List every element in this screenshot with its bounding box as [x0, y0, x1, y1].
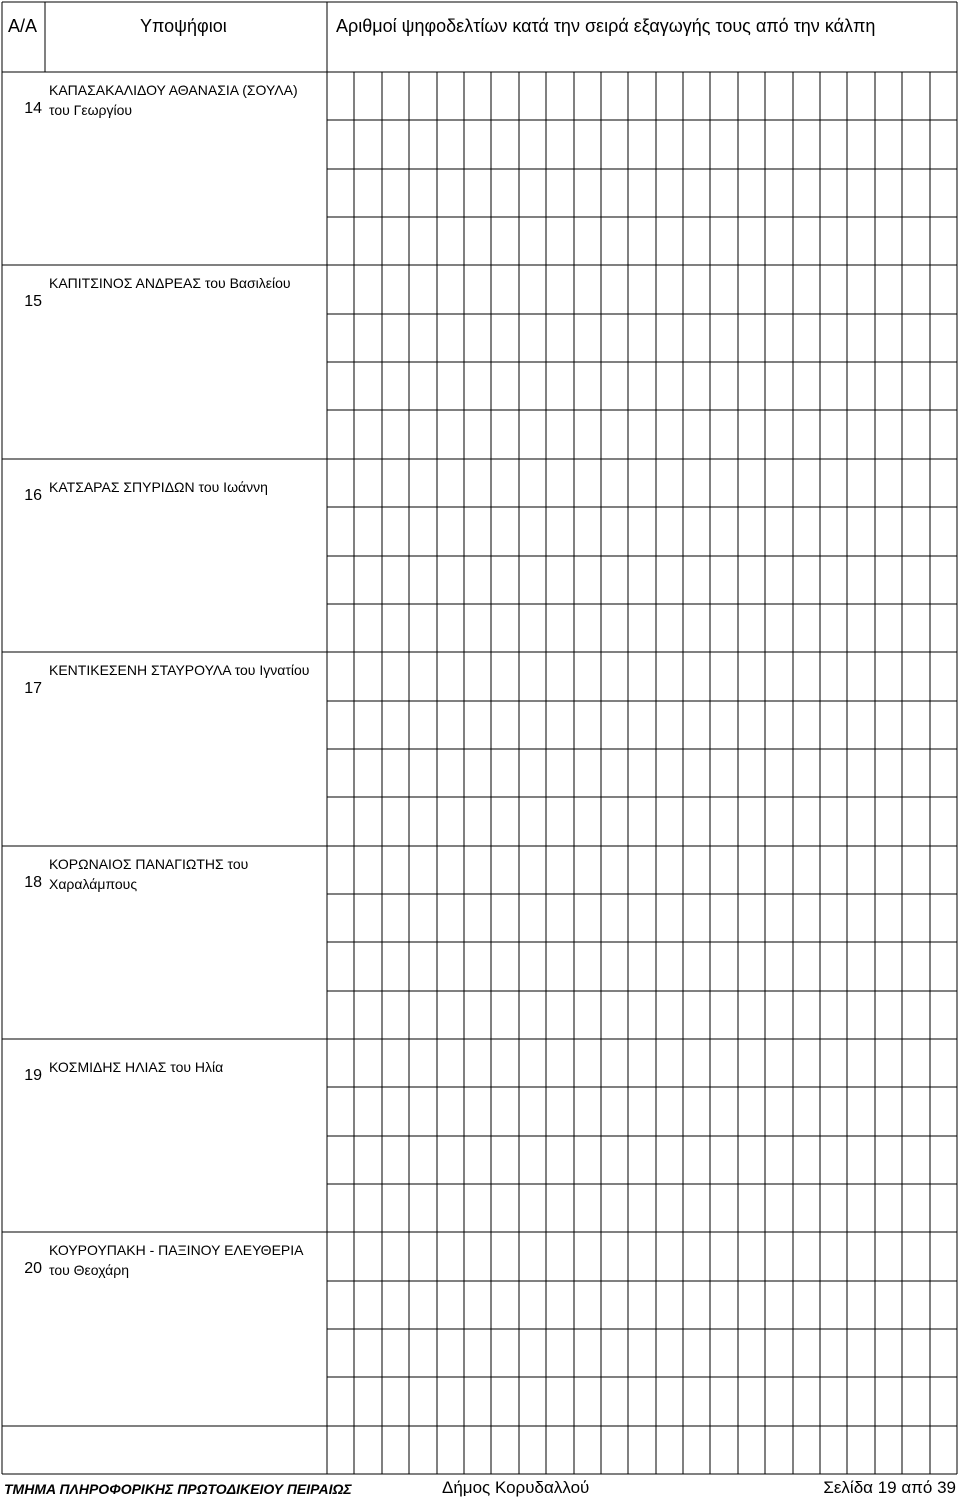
- candidate-number: 19: [24, 1067, 42, 1084]
- header-votes: Αριθμοί ψηφοδελτίων κατά την σειρά εξαγωγής τους από την κάλπη: [336, 16, 876, 36]
- footer-municipality: Δήμος Κορυδαλλού: [442, 1478, 590, 1497]
- candidate-name: ΚΑΠΑΣΑΚΑΛΙΔΟΥ ΑΘΑΝΑΣΙΑ (ΣΟΥΛΑ) του Γεωργίου: [49, 82, 298, 118]
- candidate-number: 15: [24, 293, 42, 311]
- candidate-number: 16: [24, 486, 42, 504]
- footer-page-number: Σελίδα 19 από 39: [823, 1478, 956, 1497]
- header-candidates: Υποψήφιοι: [140, 16, 227, 36]
- header-aa: Α/Α: [8, 16, 38, 36]
- candidate-name: ΚΟΡΩΝΑΙΟΣ ΠΑΝΑΓΙΩΤΗΣ του Χαραλάμπους: [49, 855, 249, 892]
- candidate-number: 18: [24, 873, 42, 891]
- candidate-name: ΚΟΥΡΟΥΠΑΚΗ - ΠΑΞΙΝΟΥ ΕΛΕΥΘΕΡΙΑ του Θεοχάρη: [49, 1242, 303, 1279]
- footer-department: ΤΜΗΜΑ ΠΛΗΡΟΦΟΡΙΚΗΣ ΠΡΩΤΟΔΙΚΕΙΟΥ ΠΕΙΡΑΙΩΣ: [4, 1481, 352, 1497]
- candidate-name: ΚΟΣΜΙΔΗΣ ΗΛΙΑΣ του Ηλία: [49, 1059, 224, 1075]
- candidate-number: 17: [24, 680, 42, 698]
- candidate-number: 14: [24, 100, 42, 117]
- candidate-name: ΚΕΝΤΙΚΕΣΕΝΗ ΣΤΑΥΡΟΥΛΑ του Ιγνατίου: [49, 662, 310, 679]
- candidate-name: ΚΑΠΙΤΣΙΝΟΣ ΑΝΔΡΕΑΣ του Βασιλείου: [49, 275, 291, 292]
- candidate-number: 20: [24, 1260, 42, 1278]
- candidate-name: ΚΑΤΣΑΡΑΣ ΣΠΥΡΙΔΩΝ του Ιωάννη: [49, 478, 268, 495]
